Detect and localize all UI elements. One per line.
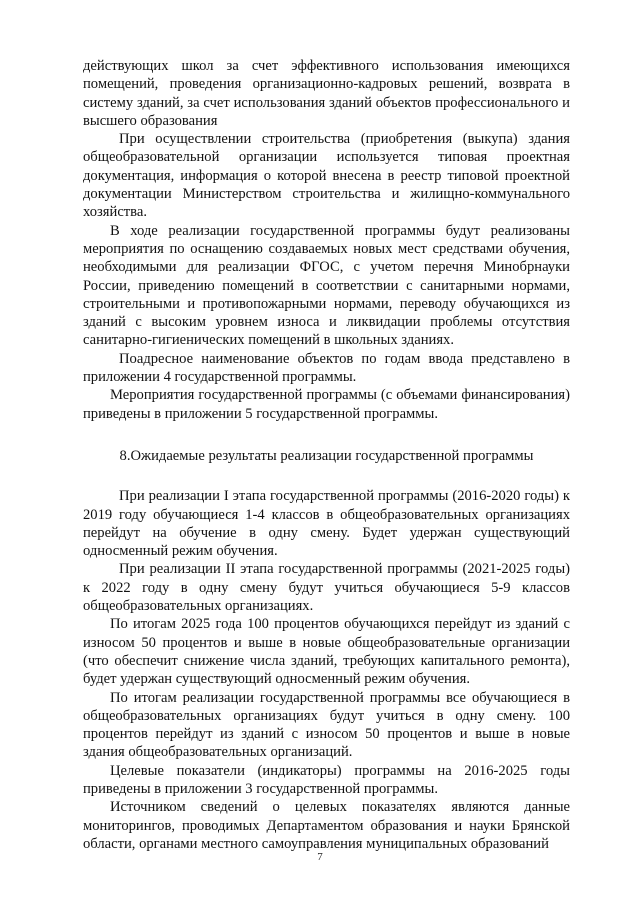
paragraph-program-measures: В ходе реализации государственной программы будут реализованы мероприятия по оснащению создаваемых новых мест средствами обучения, необходимыми для реализации ФГОС, с учетом перечня Минобрнауки России, приведению помещений в соответствии с санитарными нормами, строительными и противопожарными нормами, переводу обучающихся из зданий с высоким уровнем износа и ликвидации проблемы отсутствия санитарно-гигиенических помещений в школьных зданиях. [83, 222, 570, 349]
paragraph-data-source: Источником сведений о целевых показателях являются данные мониторингов, проводимых Департаментом образования и науки Брянской области, органами местного самоуправления муниципальных образований [83, 799, 570, 852]
section-heading: 8.Ожидаемые результаты реализации государственной программы [119, 447, 534, 464]
paragraph-program-financing: Мероприятия государственной программы (с объемами финансирования) приведены в приложении 5 государственной программы. [83, 387, 570, 422]
page-number: 7 [317, 851, 323, 863]
paragraph-address-list: Поадресное наименование объектов по годам ввода представлено в приложении 4 государственной программы. [83, 350, 570, 386]
paragraph-results-2025: По итогам 2025 года 100 процентов обучающихся перейдут из зданий с износом 50 процентов и выше в новые общеобразовательные организации (что обеспечит снижение числа зданий, требующих капитального ремонта), будет удержан существующий односменный режим обучения. [83, 616, 570, 688]
paragraph-continuation: действующих школ за счет эффективного использования имеющихся помещений, проведения организационно-кадровых решений, возврата в систему зданий, за счет использования зданий объектов профессионального и высшего образования [83, 58, 570, 129]
paragraph-program-results: По итогам реализации государственной программы все обучающиеся в общеобразовательных организациях будут учиться в одну смену. 100 процентов перейдут из зданий с износом 50 процентов и выше в новые здания общеобразовательных организаций. [83, 689, 570, 761]
paragraph-stage-one: При реализации I этапа государственной программы (2016-2020 годы) к 2019 году обучающиеся 1-4 классов в общеобразовательных организациях перейдут на обучение в одну смену. Будет удержан существующий односменный режим обучения. [83, 488, 570, 560]
paragraph-construction: При осуществлении строительства (приобретения (выкупа) здания общеобразовательной организации используется типовая проектная документация, информация о которой внесена в реестр типовой проектной документации Министерством строительства и жилищно-коммунального хозяйства. [83, 131, 570, 221]
paragraph-target-indicators: Целевые показатели (индикаторы) программы на 2016-2025 годы приведены в приложении 3 государственной программы. [83, 762, 570, 797]
paragraph-stage-two: При реализации II этапа государственной программы (2021-2025 годы) к 2022 году в одну смену будут учиться обучающиеся 5-9 классов общеобразовательных организациях. [83, 561, 570, 615]
document-body [83, 57, 570, 853]
